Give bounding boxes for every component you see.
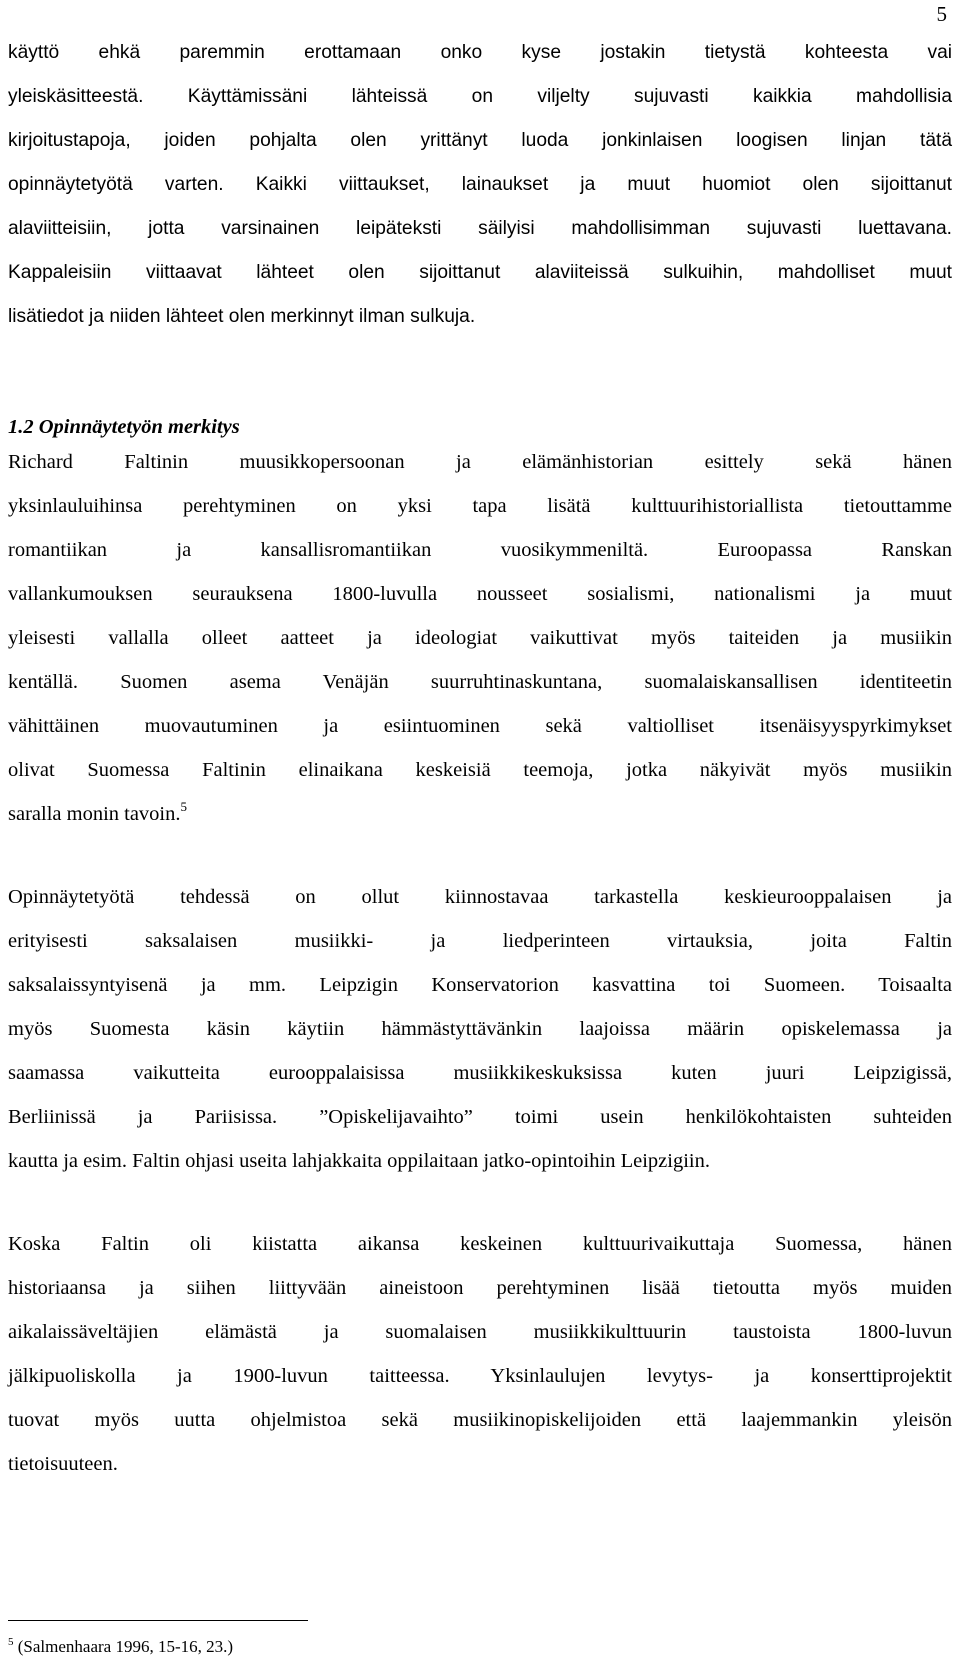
footnote	[8, 1637, 233, 1659]
text-line: Koska Faltin oli kiistatta aikansa keskeinen kulttuurivaikuttaja Suomessa, hänen	[8, 1233, 952, 1255]
text-line: historiaansa ja siihen liittyvään aineistoon perehtyminen lisää tietoutta myös muiden	[8, 1277, 952, 1299]
page-number: 5	[936, 2, 947, 26]
text-line: kautta ja esim. Faltin ohjasi useita lahjakkaita oppilaitaan jatko-opintoihin Leipzigiin.	[8, 1150, 710, 1172]
text-line: lisätiedot ja niiden lähteet olen merkinnyt ilman sulkuja.	[8, 306, 476, 327]
footnote-number: 5	[8, 1636, 14, 1648]
text-line: romantiikan ja kansallisromantiikan vuosikymmeniltä. Euroopassa Ranskan	[8, 539, 952, 561]
text-line: alaviitteisiin, jotta varsinainen leipäteksti säilyisi mahdollisimman sujuvasti luettavana.	[8, 218, 952, 239]
text-line	[8, 792, 952, 836]
paragraph-intro	[8, 31, 952, 339]
text-line: yleiskäsitteestä. Käyttämissäni lähteissä on viljelty sujuvasti kaikkia mahdollisia	[8, 86, 952, 107]
text-line: erityisesti saksalaisen musiikki- ja liedperinteen virtauksia, joita Faltin	[8, 930, 952, 952]
text-line-content: saralla monin tavoin.	[8, 803, 181, 825]
text-line: olivat Suomessa Faltinin elinaikana keskeisiä teemoja, jotka näkyivät myös musiikin	[8, 759, 952, 781]
footnote-reference: 5	[180, 799, 187, 814]
text-line: yksinlauluihinsa perehtyminen on yksi tapa lisätä kulttuurihistoriallista tietouttamme	[8, 495, 952, 517]
text-line: jälkipuoliskolla ja 1900-luvun taitteessa. Yksinlaulujen levytys- ja konserttiprojektit	[8, 1365, 952, 1387]
text-line: opinnäytetyötä varten. Kaikki viittaukset, lainaukset ja muut huomiot olen sijoittanut	[8, 174, 952, 195]
section-heading: 1.2 Opinnäytetyön merkitys	[8, 416, 240, 438]
footnote-separator	[8, 1620, 308, 1621]
text-line: yleisesti vallalla olleet aatteet ja ideologiat vaikuttivat myös taiteiden ja musiikin	[8, 627, 952, 649]
footnote-text: (Salmenhaara 1996, 15-16, 23.)	[17, 1637, 234, 1656]
text-line: saamassa vaikutteita eurooppalaisissa musiikkikeskuksissa kuten juuri Leipzigissä,	[8, 1062, 952, 1084]
text-line: Richard Faltinin muusikkopersoonan ja elämänhistorian esittely sekä hänen	[8, 451, 952, 473]
text-line: vallankumouksen seurauksena 1800-luvulla nousseet sosialismi, nationalismi ja muut	[8, 583, 952, 605]
text-line: Berliinissä ja Pariisissa. ”Opiskelijavaihto” toimi usein henkilökohtaisten suhteiden	[8, 1106, 952, 1128]
text-line: käyttö ehkä paremmin erottamaan onko kyse jostakin tietystä kohteesta vai	[8, 42, 952, 63]
text-line: myös Suomesta käsin käytiin hämmästyttävänkin laajoissa määrin opiskelemassa ja	[8, 1018, 952, 1040]
paragraph-influences	[8, 875, 952, 1183]
paragraph-significance	[8, 440, 952, 836]
text-line: tietoisuuteen.	[8, 1453, 118, 1475]
text-line: Opinnäytetyötä tehdessä on ollut kiinnostavaa tarkastella keskieurooppalaisen ja	[8, 886, 952, 908]
text-line: kentällä. Suomen asema Venäjän suurruhtinaskuntana, suomalaiskansallisen identiteetin	[8, 671, 952, 693]
text-line: kirjoitustapoja, joiden pohjalta olen yrittänyt luoda jonkinlaisen loogisen linjan tätä	[8, 130, 952, 151]
text-line: saksalaissyntyisenä ja mm. Leipzigin Konservatorion kasvattina toi Suomeen. Toisaalta	[8, 974, 952, 996]
paragraph-cultural-impact	[8, 1222, 952, 1486]
text-line: vähittäinen muovautuminen ja esiintuominen sekä valtiolliset itsenäisyyspyrkimykset	[8, 715, 952, 737]
text-line: tuovat myös uutta ohjelmistoa sekä musiikinopiskelijoiden että laajemmankin yleisön	[8, 1409, 952, 1431]
text-line: aikalaissäveltäjien elämästä ja suomalaisen musiikkikulttuurin taustoista 1800-luvun	[8, 1321, 952, 1343]
text-line: Kappaleisiin viittaavat lähteet olen sijoittanut alaviiteissä sulkuihin, mahdolliset muut	[8, 262, 952, 283]
